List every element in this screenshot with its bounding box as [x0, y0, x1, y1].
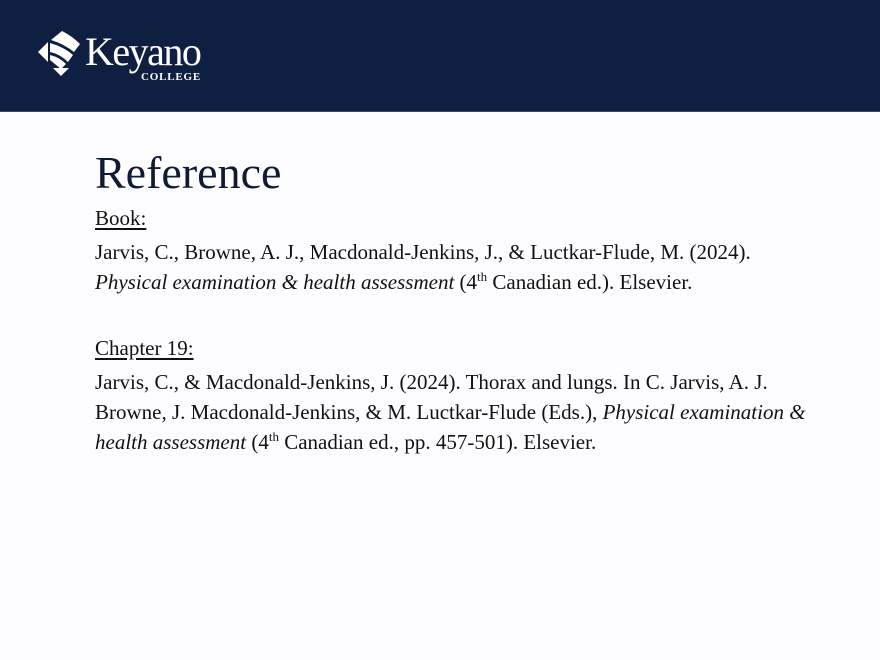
citation-edition: (4: [246, 430, 269, 454]
citation-edition-sup: th: [268, 429, 279, 444]
logo-subtitle: COLLEGE: [141, 71, 202, 83]
slide-content: [95, 145, 815, 457]
citation-book: [95, 237, 815, 297]
logo-wordmark: Keyano: [85, 29, 201, 74]
citation-title: Physical examination & health assessment: [95, 270, 455, 294]
citation-edition: (4: [454, 270, 478, 294]
citation-publisher: Canadian ed., pp. 457-501). Elsevier.: [278, 430, 597, 454]
spacer: [95, 297, 815, 331]
header-banner: [0, 0, 880, 112]
citation-authors: Jarvis, C., & Macdonald-Jenkins, J. (2024). Thorax and lungs. In C. Jarvis, A. J. Browne, J. Macdonald-Jenkins, & M. Luctkar-Flude (Eds.),: [95, 370, 768, 424]
citation-edition-sup: th: [477, 269, 488, 284]
citation-authors: Jarvis, C., Browne, A. J., Macdonald-Jenkins, J., & Luctkar-Flude, M. (2024).: [95, 240, 751, 264]
citation-chapter: [95, 367, 815, 457]
keyano-college-logo: [38, 30, 213, 85]
section-label-chapter: Chapter 19:: [95, 336, 194, 360]
citation-publisher: Canadian ed.). Elsevier.: [487, 270, 693, 294]
section-label-book: Book:: [95, 206, 147, 230]
keyano-diamond-logo-icon: [38, 30, 84, 78]
slide-title: Reference: [95, 147, 282, 198]
citation-title: Physical examination & health assessment: [95, 400, 806, 454]
